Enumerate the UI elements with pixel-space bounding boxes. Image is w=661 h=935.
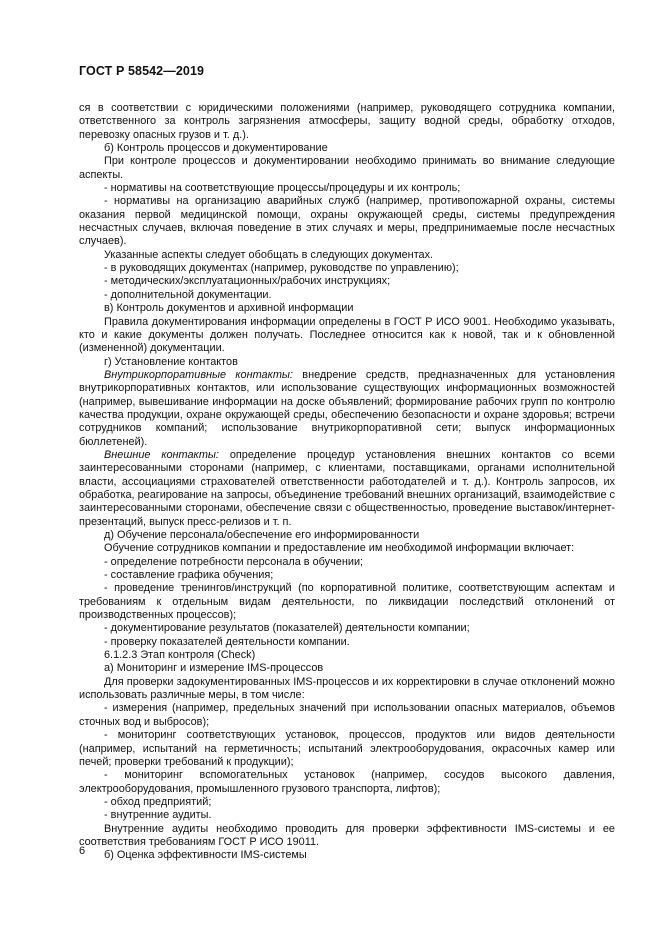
paragraph-text: - дополнительной документации. bbox=[104, 288, 272, 301]
paragraph-text: При контроле процессов и документировании необходимо принимать во внимание следующие аспекты. bbox=[79, 155, 615, 181]
paragraph-text: - обход предприятий; bbox=[104, 795, 212, 808]
paragraph bbox=[79, 102, 615, 142]
list-item bbox=[79, 622, 615, 635]
paragraph-text: - в руководящих документах (например, руководстве по управлению); bbox=[104, 262, 459, 275]
paragraph bbox=[79, 649, 615, 662]
list-item bbox=[79, 182, 615, 195]
paragraph-text: определение процедур установления внешних контактов со всеми заинтересованными сторонами (например, с клиентами, поставщиками, органами исполнительной власти, ассоциациями страхователей ответственности работодателей и т. д.). Контроль запросов, их обработка, реагирование на запросы, объединение требований внешних организаций, взаимодействие с заинтересованными сторонами, обеспечение связи с общественностью, проведение выставок/интернет-презентаций, выпуск пресс-релизов и т. п. bbox=[79, 448, 616, 528]
paragraph-text: б) Оценка эффективности IMS-системы bbox=[104, 849, 307, 862]
paragraph bbox=[79, 356, 615, 369]
paragraph-text: - мониторинг вспомогательных установок (например, сосудов высокого давления, электрооборудования, промышленного грузового транспорта, лифтов); bbox=[79, 769, 615, 795]
paragraph bbox=[79, 155, 615, 182]
list-item bbox=[79, 582, 615, 622]
list-item bbox=[79, 702, 615, 729]
list-item bbox=[79, 729, 615, 769]
paragraph-text: - составление графика обучения; bbox=[104, 569, 274, 582]
page-number: 6 bbox=[79, 845, 86, 857]
paragraph bbox=[79, 529, 615, 542]
paragraph-text: 6.1.2.3 Этап контроля (Check) bbox=[104, 649, 256, 662]
paragraph-text: Правила документирования информации определены в ГОСТ Р ИСО 9001. Необходимо указывать, кто и какие документы должен получать. Последнее относится как к новой, так и к обновленной (измененной) документации. bbox=[79, 315, 615, 355]
paragraph-text: - измерения (например, предельных значений при использовании опасных материалов, объемов сточных вод и выбросов); bbox=[79, 702, 615, 728]
paragraph bbox=[79, 302, 615, 315]
paragraph bbox=[79, 823, 615, 850]
list-item bbox=[79, 556, 615, 569]
list-item bbox=[79, 275, 615, 288]
paragraph bbox=[79, 449, 615, 529]
paragraph-text: - мониторинг соответствующих установок, процессов, продуктов или видов деятельности (например, испытаний на герметичность; испытаний электрооборудования, окрасочных камер или печей; проверки требований к продукции); bbox=[79, 729, 615, 768]
paragraph bbox=[79, 316, 615, 356]
paragraph-lead: Внутрикорпоративные контакты: bbox=[104, 368, 293, 381]
paragraph-text: г) Установление контактов bbox=[104, 355, 238, 368]
list-item bbox=[79, 289, 615, 302]
paragraph-text: внедрение средств, предназначенных для установления внутрикорпоративных контактов, или использование существующих информационных возможностей (например, вывешивание информации на доске объявлений; формирование рабочих групп по контролю качества продукции, охране окружающей среды, обеспечению безопасности и охране здоровья; встречи сотрудников компаний; использование внутрикорпоративной сети; выпуск информационных бюллетеней). bbox=[79, 368, 615, 448]
list-item bbox=[79, 796, 615, 809]
paragraph-text: Обучение сотрудников компании и предоставление им необходимой информации включает: bbox=[104, 542, 575, 555]
paragraph bbox=[79, 662, 615, 675]
list-item bbox=[79, 262, 615, 275]
list-item bbox=[79, 636, 615, 649]
paragraph bbox=[79, 849, 615, 862]
document-body bbox=[79, 102, 615, 863]
paragraph-text: Указанные аспекты следует обобщать в следующих документах. bbox=[104, 248, 434, 261]
paragraph-text: - проверку показателей деятельности компании. bbox=[104, 635, 350, 648]
paragraph-text: Для проверки задокументированных IMS-процессов и их корректировки в случае отклонений можно использовать различные меры, в том числе: bbox=[79, 675, 615, 702]
paragraph-text: ся в соответствии с юридическими положениями (например, руководящего сотрудника компании, ответственного за контроль загрязнения атмосферы, защиту водной среды, обработку отходов, перевозку опасных грузов и т. д.). bbox=[79, 102, 615, 141]
paragraph-text: а) Мониторинг и измерение IMS-процессов bbox=[104, 662, 324, 675]
paragraph-text: - методических/эксплуатационных/рабочих инструкциях; bbox=[104, 275, 391, 288]
list-item bbox=[79, 569, 615, 582]
paragraph-text: д) Обучение персонала/обеспечение его информированности bbox=[104, 529, 420, 541]
paragraph-text: - внутренние аудиты. bbox=[104, 809, 212, 822]
list-item bbox=[79, 195, 615, 248]
document-header: ГОСТ Р 58542—2019 bbox=[79, 64, 205, 78]
list-item bbox=[79, 809, 615, 822]
paragraph-text: Внутренние аудиты необходимо проводить для проверки эффективности IMS-системы и ее соответствия требованиям ГОСТ Р ИСО 19011. bbox=[79, 822, 615, 848]
paragraph bbox=[79, 676, 615, 703]
paragraph-text: - нормативы на организацию аварийных служб (например, противопожарной охраны, системы оказания первой медицинской помощи, охраны окружающей среды, системы предупреждения несчастных случаев, включая поведение в этих случаях и меры, предпринимаемые после несчастных случаев). bbox=[79, 195, 615, 248]
paragraph-text: - определение потребности персонала в обучении; bbox=[104, 555, 364, 568]
paragraph bbox=[79, 542, 615, 555]
paragraph bbox=[79, 369, 615, 449]
paragraph-text: - документирование результатов (показателей) деятельности компании; bbox=[104, 622, 470, 635]
paragraph-text: - проведение тренингов/инструкций (по корпоративной политике, соответствующим аспектам и требованиям к отдельным видам деятельности, по ликвидации последствий отклонений от производственных процессов); bbox=[79, 582, 615, 622]
paragraph bbox=[79, 249, 615, 262]
list-item bbox=[79, 769, 615, 796]
paragraph bbox=[79, 142, 615, 155]
paragraph-text: б) Контроль процессов и документирование bbox=[104, 142, 328, 155]
paragraph-text: - нормативы на соответствующие процессы/процедуры и их контроль; bbox=[104, 182, 461, 195]
paragraph-text: в) Контроль документов и архивной информации bbox=[104, 302, 354, 315]
paragraph-lead: Внешние контакты: bbox=[104, 448, 219, 461]
